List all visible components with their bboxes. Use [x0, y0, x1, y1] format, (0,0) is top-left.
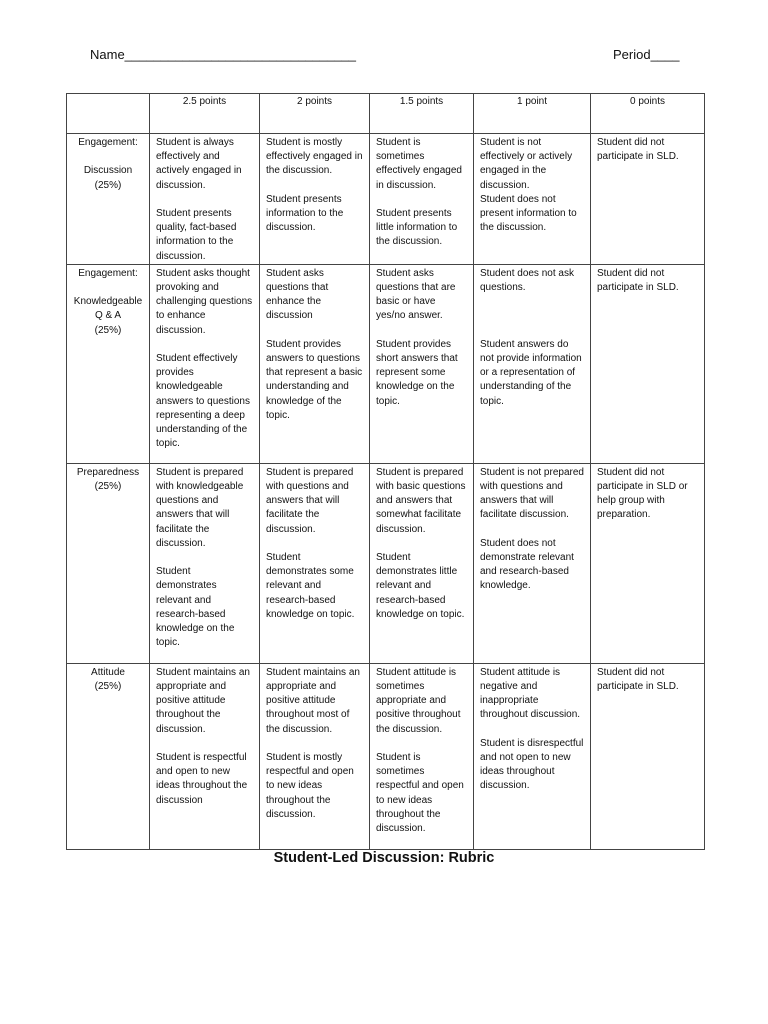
- criterion-text: Student is not effectively or actively engaged in the discussion. Student does not present information to the discussion.: [480, 137, 577, 234]
- criterion-text: Student attitude is negative and inappropriate throughout discussion.: [480, 666, 581, 721]
- criterion-text: Student is mostly effectively engaged in the discussion.: [266, 137, 363, 177]
- criterion-text: Student did not participate in SLD.: [597, 666, 679, 693]
- criterion-text: Student is not prepared with questions and answers that will facilitate discussion.: [480, 466, 584, 521]
- category-label: Preparedness (25%): [67, 463, 150, 663]
- criterion-text: Student did not participate in SLD.: [597, 267, 679, 294]
- criterion-text: Student asks questions that enhance the discussion: [266, 267, 329, 322]
- criterion-text: Student answers do not provide information or a representation of understanding of the topic.: [480, 338, 582, 407]
- name-field-label: Name________________________________: [90, 47, 357, 62]
- rubric-cell-1-point: [474, 663, 591, 849]
- rubric-cell-0-points: [591, 264, 705, 463]
- criterion-text: Student did not participate in SLD or help group with preparation.: [597, 466, 688, 521]
- criterion-text: Student does not demonstrate relevant and research-based knowledge.: [480, 537, 574, 592]
- rubric-cell-2-5-points: [150, 663, 260, 849]
- rubric-cell-0-points: [591, 463, 705, 663]
- category-label: Engagement: Knowledgeable Q & A (25%): [67, 264, 150, 463]
- criterion-text: Student is prepared with questions and answers that will facilitate the discussion.: [266, 466, 354, 535]
- period-field-label: Period____: [613, 47, 680, 62]
- rubric-cell-2-5-points: [150, 463, 260, 663]
- criterion-text: Student does not ask questions.: [480, 267, 574, 294]
- criterion-text: Student is sometimes respectful and open to new ideas throughout the discussion.: [376, 752, 464, 835]
- rubric-row-engagement-discussion: [67, 134, 705, 265]
- column-header-2-5-points: 2.5 points: [150, 94, 260, 134]
- rubric-cell-0-points: [591, 134, 705, 265]
- criterion-text: Student provides answers to questions that represent a basic understanding and knowledge of the topic.: [266, 338, 363, 421]
- criterion-text: Student presents little information to the discussion.: [376, 208, 458, 248]
- criterion-text: Student is prepared with knowledgeable questions and answers that will facilitate the discussion.: [156, 466, 244, 549]
- criterion-text: Student provides short answers that represent some knowledge on the topic.: [376, 338, 458, 407]
- column-header-1-5-points: 1.5 points: [370, 94, 474, 134]
- column-header-blank: [67, 94, 150, 134]
- document-title: Student-Led Discussion: Rubric: [273, 850, 495, 866]
- rubric-row-attitude: [67, 663, 705, 849]
- column-header-1-point: 1 point: [474, 94, 591, 134]
- criterion-text: Student effectively provides knowledgeable answers to questions representing a deep understanding of the topic.: [156, 353, 250, 450]
- criterion-text: Student asks questions that are basic or have yes/no answer.: [376, 267, 456, 322]
- rubric-cell-2-points: [260, 134, 370, 265]
- criterion-text: Student maintains an appropriate and positive attitude throughout the discussion.: [156, 666, 250, 735]
- category-label: Attitude (25%): [67, 663, 150, 849]
- criterion-text: Student is prepared with basic questions and answers that somewhat facilitate discussion.: [376, 466, 466, 535]
- criterion-text: Student attitude is sometimes appropriate and positive throughout the discussion.: [376, 666, 461, 735]
- criterion-text: Student is mostly respectful and open to new ideas throughout the discussion.: [266, 752, 354, 820]
- rubric-cell-1-5-points: [370, 264, 474, 463]
- rubric-header-row: [67, 94, 705, 134]
- rubric-cell-2-points: [260, 264, 370, 463]
- rubric-cell-1-point: [474, 463, 591, 663]
- criterion-text: Student is always effectively and actively engaged in discussion.: [156, 137, 242, 191]
- criterion-text: Student demonstrates little relevant and research-based knowledge on topic.: [376, 552, 465, 620]
- rubric-cell-2-points: [260, 663, 370, 849]
- rubric-cell-1-5-points: [370, 134, 474, 265]
- rubric-table: [66, 93, 705, 850]
- criterion-text: Student maintains an appropriate and positive attitude throughout most of the discussion.: [266, 666, 360, 735]
- column-header-2-points: 2 points: [260, 94, 370, 134]
- rubric-cell-2-points: [260, 463, 370, 663]
- category-label: Engagement: Discussion (25%): [67, 134, 150, 265]
- rubric-cell-1-5-points: [370, 663, 474, 849]
- rubric-row-engagement-knowledgeable-qa: [67, 264, 705, 463]
- criterion-text: Student is disrespectful and not open to new ideas throughout discussion.: [480, 737, 584, 792]
- rubric-cell-2-5-points: [150, 264, 260, 463]
- column-header-0-points: 0 points: [591, 94, 705, 134]
- rubric-cell-1-point: [474, 134, 591, 265]
- rubric-cell-1-5-points: [370, 463, 474, 663]
- criterion-text: Student presents information to the discussion.: [266, 193, 344, 234]
- rubric-cell-2-5-points: [150, 134, 260, 265]
- criterion-text: Student presents quality, fact-based information to the discussion.: [156, 208, 237, 262]
- criterion-text: Student asks thought provoking and challenging questions to enhance discussion.: [156, 267, 253, 336]
- criterion-text: Student is respectful and open to new ideas throughout the discussion: [156, 752, 248, 806]
- criterion-text: Student is sometimes effectively engaged in discussion.: [376, 137, 462, 191]
- criterion-text: Student demonstrates some relevant and research-based knowledge on topic.: [266, 552, 355, 620]
- rubric-cell-1-point: [474, 264, 591, 463]
- criterion-text: Student demonstrates relevant and research-based knowledge on the topic.: [156, 566, 235, 649]
- rubric-cell-0-points: [591, 663, 705, 849]
- criterion-text: Student did not participate in SLD.: [597, 137, 679, 163]
- rubric-row-preparedness: [67, 463, 705, 663]
